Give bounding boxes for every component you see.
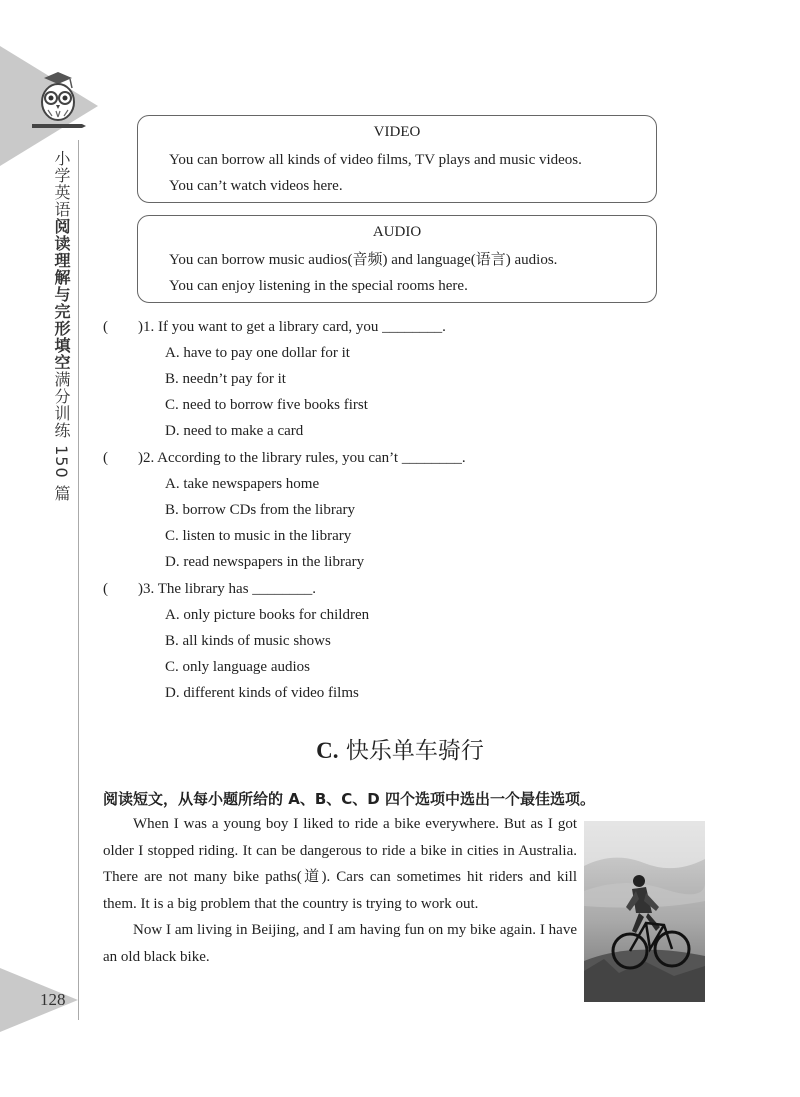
section-heading [0, 732, 800, 765]
audio-box-line: You can borrow music audios(音频) and language(语言) audios. [169, 252, 558, 268]
option: C. need to borrow five books first [165, 397, 368, 413]
option: A. take newspapers home [165, 476, 320, 492]
book-title-bold: 阅读理解与完形填空 [52, 218, 71, 371]
video-box-title: VIDEO [373, 124, 421, 140]
video-box-line: You can’t watch videos here. [169, 178, 343, 194]
section-title-text: 快乐单车骑行 [345, 738, 484, 764]
option: A. have to pay one dollar for it [165, 345, 350, 361]
option: B. all kinds of music shows [165, 633, 331, 649]
section-letter: C. [316, 738, 339, 763]
option: D. different kinds of video films [165, 685, 359, 701]
answer-blank: ( ) [103, 450, 143, 466]
option: C. listen to music in the library [165, 528, 352, 544]
question-3 [103, 576, 316, 602]
book-title [50, 150, 72, 502]
option: B. borrow CDs from the library [165, 502, 355, 518]
page-number: 128 [40, 990, 66, 1009]
sidebar-triangle-bottom [0, 968, 78, 1032]
passage-paragraph: Now I am living in Beijing, and I am having fun on my bike again. I have an old black bike. [103, 922, 577, 965]
answer-blank: ( ) [103, 581, 143, 597]
answer-blank: ( ) [103, 319, 143, 335]
instruction-text: 阅读短文，从每小题所给的 A、B、C、D 四个选项中选出一个最佳选项。 [103, 790, 595, 808]
option: D. need to make a card [165, 423, 304, 439]
video-info-box [137, 115, 657, 203]
question-2 [103, 445, 466, 471]
sidebar-divider [78, 140, 79, 1020]
book-title-part1: 小学英语 [52, 150, 71, 218]
question-stem: 3. The library has ________. [143, 581, 317, 597]
owl-scholar-icon [30, 70, 86, 134]
option: C. only language audios [165, 659, 310, 675]
question-1 [103, 314, 446, 340]
option: A. only picture books for children [165, 607, 370, 623]
audio-box-title: AUDIO [372, 224, 422, 240]
question-stem: 1. If you want to get a library card, you ________. [143, 319, 446, 335]
passage-paragraph: When I was a young boy I liked to ride a bike everywhere. But as I got older I stopped riding. It can be dangerous to ride a bike in cities in Australia. There are not many bike paths(道). Cars can sometimes hit riders and kill them. It is a big problem that the country is trying to work out. [103, 816, 577, 912]
reading-passage [103, 811, 577, 970]
option: B. needn’t pay for it [165, 371, 286, 387]
cyclist-photo [584, 821, 705, 1002]
option: D. read newspapers in the library [165, 554, 365, 570]
question-stem: 2. According to the library rules, you can’t ________. [143, 450, 466, 466]
video-box-line: You can borrow all kinds of video films, TV plays and music videos. [169, 152, 582, 168]
audio-box-line: You can enjoy listening in the special rooms here. [169, 278, 468, 294]
book-title-part2: 满分训练 150 篇 [52, 371, 71, 502]
audio-info-box [137, 215, 657, 303]
